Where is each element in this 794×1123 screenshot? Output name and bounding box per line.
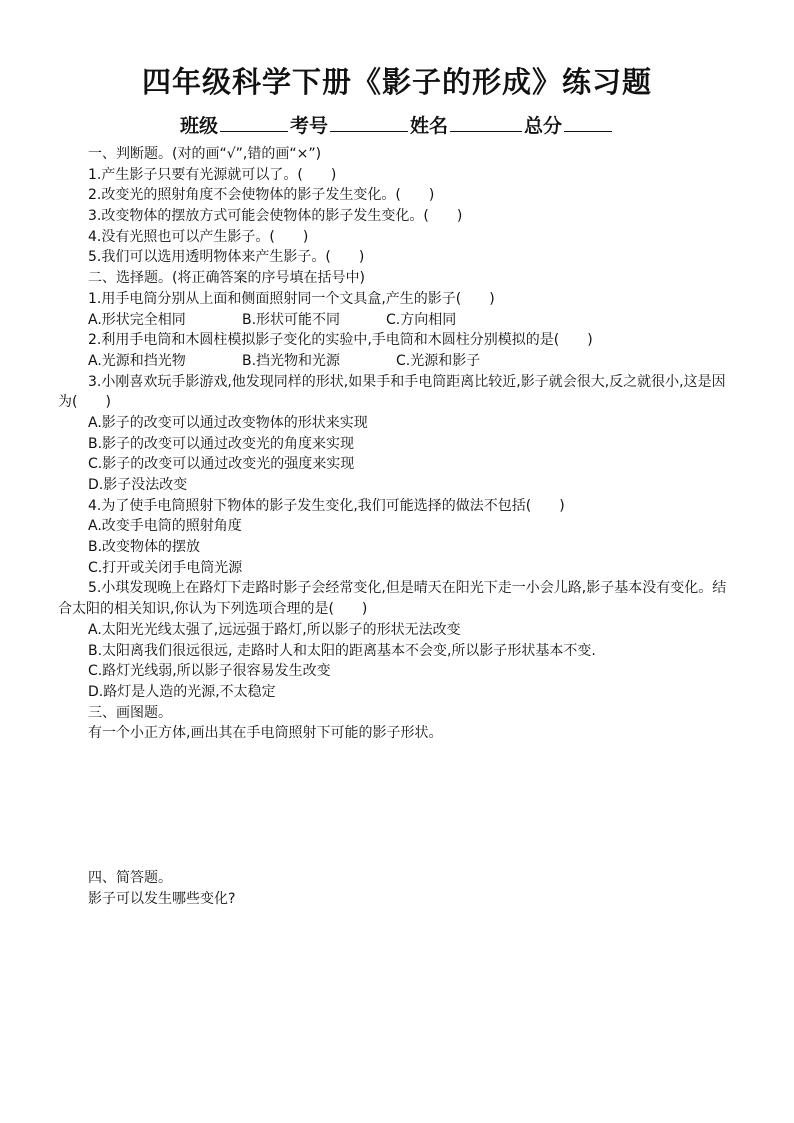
choice-q3-option-d: D.影子没法改变 [88, 477, 188, 494]
judgement-item-5: 5.我们可以选用透明物体来产生影子。( ) [88, 249, 365, 266]
exam-no-label: 考号 [289, 115, 328, 137]
score-label: 总分 [524, 115, 563, 137]
section-heading-drawing: 三、画图题。 [88, 704, 172, 721]
choice-q1-option-b: B.形状可能不同 [242, 311, 341, 328]
choice-q2-option-a: A.光源和挡光物 [88, 352, 186, 369]
judgement-item-2: 2.改变光的照射角度不会使物体的影子发生变化。( ) [88, 187, 435, 204]
short-answer-prompt: 影子可以发生哪些变化? [88, 890, 236, 907]
choice-q2-option-b: B.挡光物和光源 [242, 352, 341, 369]
choice-q3-option-c: C.影子的改变可以通过改变光的强度来实现 [88, 456, 355, 473]
choice-q3-option-a: A.影子的改变可以通过改变物体的形状来实现 [88, 414, 368, 431]
choice-question-5 [58, 578, 738, 619]
student-info-row [0, 111, 794, 139]
choice-q5-option-c: C.路灯光线弱,所以影子很容易发生改变 [88, 663, 331, 680]
choice-q5-option-b: B.太阳离我们很远很远, 走路时人和太阳的距离基本不会变,所以影子形状基本不变. [88, 642, 596, 659]
class-blank[interactable] [220, 111, 288, 132]
judgement-item-3: 3.改变物体的摆放方式可能会使物体的影子发生变化。( ) [88, 208, 463, 225]
class-label: 班级 [179, 115, 218, 137]
section-heading-choice: 二、选择题。(将正确答案的序号填在括号中) [88, 270, 365, 287]
drawing-prompt: 有一个小正方体,画出其在手电筒照射下可能的影子形状。 [88, 725, 443, 742]
choice-question-2: 2.利用手电筒和木圆柱模拟影子变化的实验中,手电筒和木圆柱分别模拟的是( ) [88, 332, 593, 349]
drawing-answer-area[interactable] [88, 744, 738, 868]
choice-q4-option-c: C.打开或关闭手电筒光源 [88, 559, 243, 576]
choice-q2-option-c: C.光源和影子 [396, 352, 481, 369]
section-heading-short-answer: 四、简答题。 [88, 870, 172, 886]
judgement-item-1: 1.产生影子只要有光源就可以了。( ) [88, 166, 337, 183]
score-blank[interactable] [564, 111, 612, 132]
choice-q5-option-d: D.路灯是人造的光源,不太稳定 [88, 683, 276, 700]
choice-q1-options [88, 310, 738, 331]
choice-question-5-text: 5.小琪发现晚上在路灯下走路时影子会经常变化,但是晴天在阳光下走一小会儿路,影子基本没有变化。结合太阳的相关知识,你认为下列选项合理的是( ) [58, 580, 727, 618]
choice-q1-option-a: A.形状完全相同 [88, 311, 186, 328]
page-title: 四年级科学下册《影子的形成》练习题 [141, 65, 652, 99]
section-heading-judgement: 一、判断题。(对的画“√”,错的画“×”) [88, 146, 322, 162]
choice-q2-options [88, 351, 738, 372]
choice-q1-option-c: C.方向相同 [386, 311, 457, 328]
name-blank[interactable] [450, 111, 522, 132]
choice-q3-option-b: B.影子的改变可以通过改变光的角度来实现 [88, 435, 355, 452]
choice-question-3-text: 3.小刚喜欢玩手影游戏,他发现同样的形状,如果手和手电筒距离比较近,影子就会很大,反之就很小,这是因为( ) [58, 373, 726, 411]
exam-no-blank[interactable] [330, 111, 408, 132]
judgement-item-4: 4.没有光照也可以产生影子。( ) [88, 228, 309, 245]
choice-q4-option-a: A.改变手电筒的照射角度 [88, 518, 242, 535]
name-label: 姓名 [410, 115, 449, 137]
worksheet-content [58, 144, 738, 909]
choice-q4-option-b: B.改变物体的摆放 [88, 539, 201, 556]
choice-q5-option-a: A.太阳光光线太强了,远远强于路灯,所以影子的形状无法改变 [88, 621, 461, 638]
choice-question-3 [58, 372, 738, 413]
choice-question-1: 1.用手电筒分别从上面和侧面照射同一个文具盒,产生的影子( ) [88, 290, 495, 307]
choice-question-4: 4.为了使手电筒照射下物体的影子发生变化,我们可能选择的做法不包括( ) [88, 497, 565, 514]
